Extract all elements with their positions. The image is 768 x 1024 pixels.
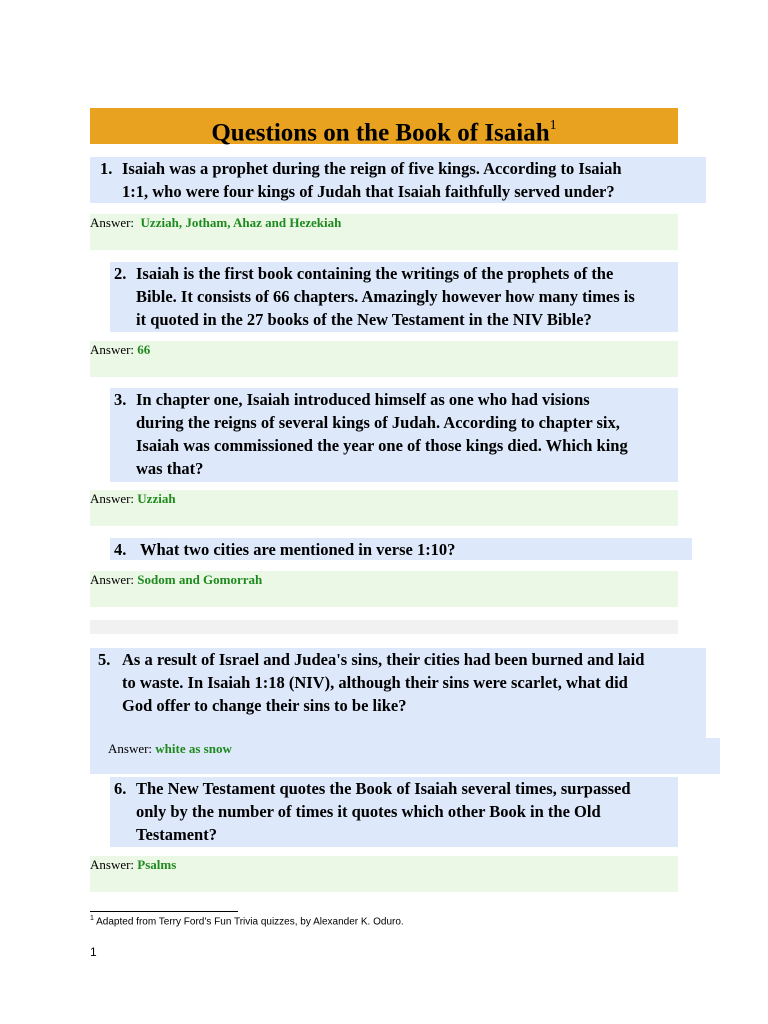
footnote-divider xyxy=(90,911,238,912)
question-line: The New Testament quotes the Book of Isaiah several times, surpassed xyxy=(136,779,631,798)
question-number: 5. xyxy=(98,650,111,669)
question-line: was that? xyxy=(136,459,204,478)
answer-label: Answer: xyxy=(90,857,135,872)
answer-5 xyxy=(90,738,720,774)
question-number: 2. xyxy=(114,264,127,283)
answer-value: Sodom and Gomorrah xyxy=(137,572,263,587)
answer-value: Uzziah, Jotham, Ahaz and Hezekiah xyxy=(140,215,342,230)
answer-value: white as snow xyxy=(155,741,232,756)
question-line: Isaiah was a prophet during the reign of five kings. According to Isaiah xyxy=(122,159,622,178)
question-line: In chapter one, Isaiah introduced himself as one who had visions xyxy=(136,390,590,409)
page-title: Questions on the Book of Isaiah$^1$ xyxy=(211,118,557,147)
question-3 xyxy=(110,388,678,482)
footnote-mark: 1 xyxy=(90,915,94,922)
answer-6 xyxy=(90,856,678,892)
question-number: 6. xyxy=(114,779,127,798)
footnote xyxy=(90,915,404,927)
question-number: 3. xyxy=(114,390,127,409)
answer-value: Uzziah xyxy=(137,491,176,506)
answer-2 xyxy=(90,341,678,377)
answer-label: Answer: xyxy=(108,741,153,756)
question-line: As a result of Israel and Judea's sins, their cities had been burned and laid xyxy=(122,650,645,669)
question-number: 1. xyxy=(100,159,113,178)
question-line: What two cities are mentioned in verse 1:10? xyxy=(140,540,456,559)
answer-label: Answer: xyxy=(90,215,135,230)
question-line: Isaiah was commissioned the year one of those kings died. Which king xyxy=(136,436,628,455)
title-bar xyxy=(90,108,678,147)
answer-label: Answer: xyxy=(90,342,135,357)
question-5 xyxy=(90,648,706,738)
answer-label: Answer: xyxy=(90,572,135,587)
blank-separator xyxy=(90,620,678,634)
question-line: to waste. In Isaiah 1:18 (NIV), although their sins were scarlet, what did xyxy=(122,673,628,692)
question-number: 4. xyxy=(114,540,127,559)
title-footnote-mark: 1 xyxy=(549,118,557,133)
question-line: it quoted in the 27 books of the New Testament in the NIV Bible? xyxy=(136,310,592,329)
question-line: Isaiah is the first book containing the writings of the prophets of the xyxy=(136,264,614,283)
question-4 xyxy=(110,538,692,560)
answer-label: Answer: xyxy=(90,491,135,506)
answer-3 xyxy=(90,490,678,526)
question-line: during the reigns of several kings of Judah. According to chapter six, xyxy=(136,413,620,432)
answer-1 xyxy=(90,214,678,250)
question-6 xyxy=(110,777,678,847)
question-line: Bible. It consists of 66 chapters. Amazingly however how many times is xyxy=(136,287,635,306)
footnote-text: Adapted from Terry Ford’s Fun Trivia quizzes, by Alexander K. Oduro. xyxy=(96,916,404,928)
answer-4 xyxy=(90,571,678,607)
page-number: 1 xyxy=(90,945,97,959)
question-line: Testament? xyxy=(136,825,217,844)
question-line: only by the number of times it quotes which other Book in the Old xyxy=(136,802,601,821)
question-2 xyxy=(110,262,678,332)
question-1 xyxy=(90,157,706,203)
answer-value: 66 xyxy=(137,342,151,357)
question-line: 1:1, who were four kings of Judah that Isaiah faithfully served under? xyxy=(122,182,615,201)
question-line: God offer to change their sins to be like? xyxy=(122,696,407,715)
answer-value: Psalms xyxy=(137,857,177,872)
